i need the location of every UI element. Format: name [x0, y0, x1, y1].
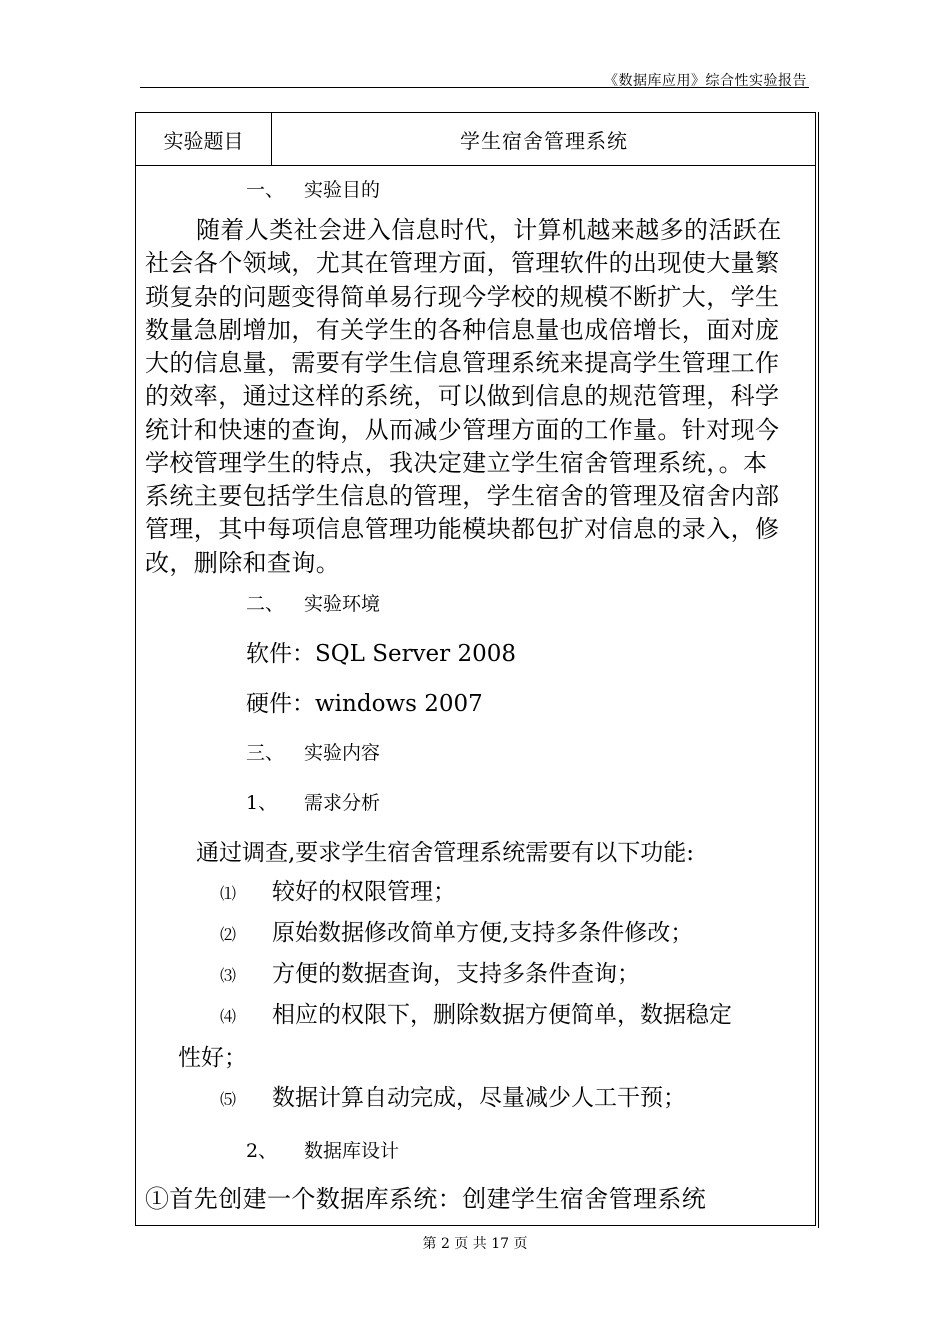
paragraph-line: 大的信息量，需要有学生信息管理系统来提高学生管理工作 [145, 349, 780, 377]
list-item-number: ⑴ [220, 884, 237, 903]
paragraph-line: 数量急剧增加，有关学生的各种信息量也成倍增长，面对庞 [145, 316, 780, 344]
software-line: 软件：SQL Server 2008 [246, 641, 517, 667]
paragraph-line: 琐复杂的问题变得简单易行现今学校的规模不断扩大，学生 [145, 283, 780, 311]
paragraph-line: 系统主要包括学生信息的管理，学生宿舍的管理及宿舍内部 [145, 482, 780, 510]
page-footer: 第 2 页 共 17 页 [422, 1236, 528, 1252]
table-right-edge [818, 112, 819, 1228]
paragraph-line: 的效率，通过这样的系统，可以做到信息的规范管理，科学 [145, 382, 780, 410]
paragraph-line: 随着人类社会进入信息时代，计算机越来越多的活跃在 [196, 216, 782, 244]
section2-title: 实验环境 [304, 593, 381, 615]
hardware-line: 硬件：windows 2007 [246, 691, 483, 717]
header-rule [140, 87, 809, 88]
section1-title: 实验目的 [304, 179, 381, 201]
paragraph-line: 统计和快速的查询，从而减少管理方面的工作量。针对现今 [145, 416, 780, 444]
section3-number: 三、 [246, 742, 285, 764]
paragraph-line: 学校管理学生的特点，我决定建立学生宿舍管理系统，。本 [145, 449, 768, 477]
paragraph-line: 管理，其中每项信息管理功能模块都包扩对信息的录入，修 [145, 515, 780, 543]
experiment-title-value: 学生宿舍管理系统 [460, 128, 628, 153]
paragraph-line: 改，删除和查询。 [145, 549, 341, 577]
subsection2-number: 2、 [246, 1140, 278, 1162]
list-item-text: 原始数据修改简单方便,支持多条件修改； [272, 920, 694, 946]
list-item-text: 相应的权限下，删除数据方便简单，数据稳定 [272, 1002, 732, 1028]
subsection2-title: 数据库设计 [304, 1140, 400, 1162]
requirements-intro: 通过调查,要求学生宿舍管理系统需要有以下功能: [196, 840, 695, 866]
list-item-number: ⑷ [220, 1007, 237, 1026]
list-item-text: 数据计算自动完成，尽量减少人工干预； [272, 1085, 686, 1111]
list-item-number: ⑸ [220, 1090, 237, 1109]
paragraph-line: 社会各个领域，尤其在管理方面，管理软件的出现使大量繁 [145, 249, 780, 277]
list-item-number: ⑶ [220, 966, 237, 985]
list-item-number: ⑵ [220, 925, 237, 944]
experiment-title-label: 实验题目 [163, 128, 244, 153]
list-item-text: 较好的权限管理； [272, 879, 456, 905]
title-row-divider [135, 165, 816, 166]
subsection1-title: 需求分析 [304, 792, 381, 814]
design-step-1: ①首先创建一个数据库系统：创建学生宿舍管理系统 [145, 1185, 707, 1213]
section3-title: 实验内容 [304, 742, 381, 764]
list-item-text: 方便的数据查询，支持多条件查询； [272, 961, 640, 987]
list-item-continuation: 性好； [178, 1045, 247, 1071]
section1-number: 一、 [246, 179, 285, 201]
section2-number: 二、 [246, 593, 285, 615]
subsection1-number: 1、 [246, 792, 278, 814]
running-header: 《数据库应用》综合性实验报告 [604, 73, 807, 89]
